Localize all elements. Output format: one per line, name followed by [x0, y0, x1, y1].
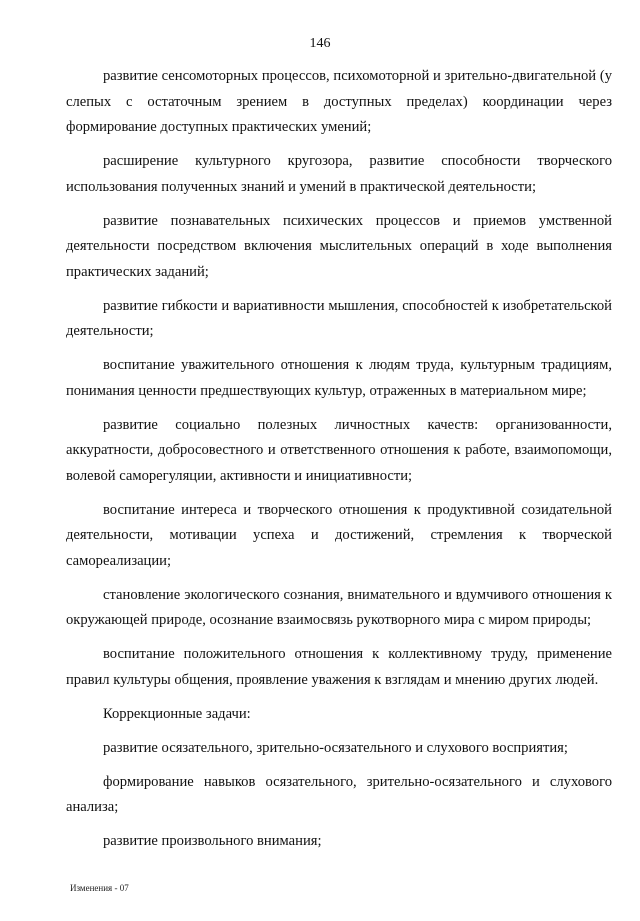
paragraph-ecological-awareness: становление экологического сознания, внимательного и вдумчивого отношения к окружающей природе, осознание взаимосвязь рукотворного мира с миром природы; — [66, 586, 612, 628]
paragraph-thinking-flexibility: развитие гибкости и вариативности мышления, способностей к изобретательской деятельности; — [66, 297, 612, 339]
paragraph-personal-qualities: развитие социально полезных личностных качеств: организованности, аккуратности, добросовестного и ответственного отношения к работе, взаимопомощи, волевой саморегуляции, активности и инициативности; — [66, 416, 612, 484]
paragraph-tactile-analysis: формирование навыков осязательного, зрительно-осязательного и слухового анализа; — [66, 773, 612, 815]
paragraph-cognitive-processes: развитие познавательных психических процессов и приемов умственной деятельности посредством включения мыслительных операций в ходе выполнения практических заданий; — [66, 212, 612, 280]
footer-revision-note: Изменения - 07 — [70, 883, 129, 893]
section-heading-correctional-tasks: Коррекционные задачи: — [103, 705, 251, 722]
paragraph-voluntary-attention: развитие произвольного внимания; — [103, 833, 322, 849]
paragraph-creative-interest: воспитание интереса и творческого отношения к продуктивной созидательной деятельности, мотивации успеха и достижений, стремления к творческой самореализации; — [66, 501, 612, 569]
document-body — [66, 64, 612, 863]
page-number: 146 — [309, 36, 331, 51]
paragraph-cultural-outlook: расширение культурного кругозора, развитие способности творческого использования полученных знаний и умений в практической деятельности; — [66, 153, 612, 195]
paragraph-respect-labor: воспитание уважительного отношения к людям труда, культурным традициям, понимания ценности предшествующих культур, отраженных в материальном мире; — [66, 357, 612, 399]
paragraph-collective-labor: воспитание положительного отношения к коллективному труду, применение правил культуры общения, проявление уважения к взглядам и мнению других людей. — [66, 646, 612, 688]
paragraph-sensomotor: развитие сенсомоторных процессов, психомоторной и зрительно-двигательной (у слепых с остаточным зрением в доступных пределах) координации через формирование доступных практических умений; — [66, 68, 612, 135]
paragraph-tactile-perception: развитие осязательного, зрительно-осязательного и слухового восприятия; — [103, 739, 568, 756]
